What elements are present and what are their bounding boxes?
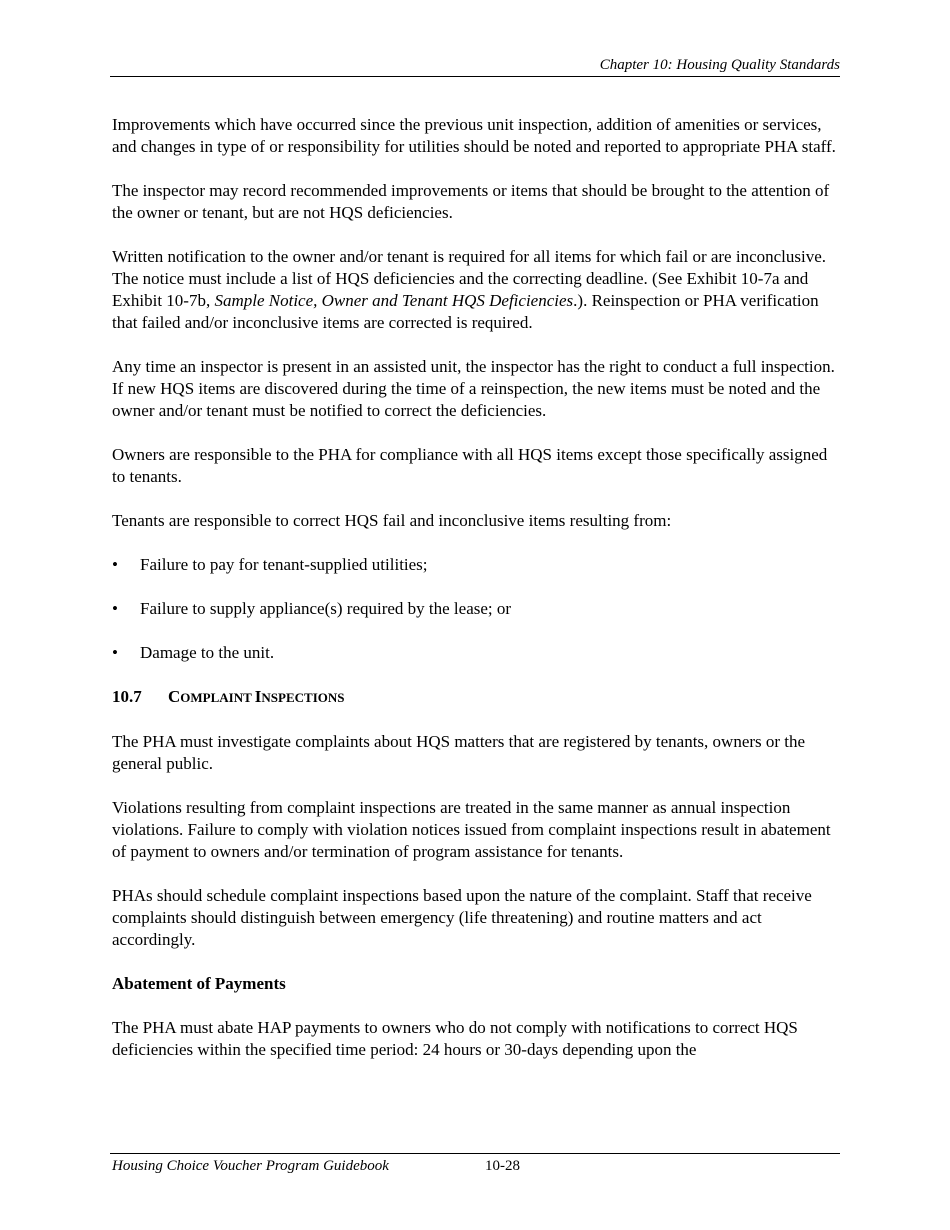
exhibit-title: Sample Notice, Owner and Tenant HQS Deficiencies <box>214 291 574 310</box>
list-item-text: Failure to supply appliance(s) required by the lease; or <box>140 599 512 618</box>
paragraph-schedule-inspections: PHAs should schedule complaint inspections based upon the nature of the complaint. Staff that receive complaints should distinguish between emergency (life threatening) and routine matters and act accordingly. <box>112 886 812 949</box>
paragraph-owner-responsibility: Owners are responsible to the PHA for compliance with all HQS items except those specifically assigned to tenants. <box>112 445 828 486</box>
list-item-text: Damage to the unit. <box>140 643 275 662</box>
page-number: 10-28 <box>485 1158 520 1174</box>
notification-text-start: Written notification to the owner and/or tenant is required for all items for which fail or are inconclusive. The notice must include a list of HQS deficiencies and the correcting deadline. (See Exhibit 10-7a and Exhibit 10-7b, <box>112 247 827 310</box>
bullet-icon: • <box>112 643 118 662</box>
list-item-text: Failure to pay for tenant-supplied utilities; <box>140 555 428 574</box>
paragraph-violations: Violations resulting from complaint inspections are treated in the same manner as annual inspection violations. Failure to comply with violation notices issued from complaint inspections result in abatement of payment to owners and/or termination of program assistance for tenants. <box>112 798 831 861</box>
page-footer <box>110 1153 840 1174</box>
bullet-icon: • <box>112 599 118 618</box>
guidebook-title: Housing Choice Voucher Program Guidebook <box>112 1158 389 1174</box>
notification-text-end: .). Reinspection or PHA verification that failed and/or inconclusive items are corrected is required. <box>112 291 819 332</box>
section-heading <box>112 686 842 709</box>
subheading-abatement: Abatement of Payments <box>112 974 286 993</box>
paragraph-abate-payments: The PHA must abate HAP payments to owners who do not comply with notifications to correct HQS deficiencies within the specified time period: 24 hours or 30-days depending upon the <box>112 1018 798 1059</box>
paragraph-full-inspection: Any time an inspector is present in an assisted unit, the inspector has the right to conduct a full inspection. If new HQS items are discovered during the time of a reinspection, the new items must be noted and the owner and/or tenant must be notified to correct the deficiencies. <box>112 357 835 420</box>
paragraph-tenant-responsibility: Tenants are responsible to correct HQS fail and inconclusive items resulting from: <box>112 511 672 530</box>
list-item <box>112 642 842 664</box>
list-item <box>112 554 842 576</box>
paragraph-written-notification <box>112 246 842 334</box>
paragraph-investigate-complaints: The PHA must investigate complaints about HQS matters that are registered by tenants, owners or the general public. <box>112 732 806 773</box>
bullet-icon: • <box>112 555 118 574</box>
section-number: 10.7 <box>112 687 142 706</box>
page-content <box>112 114 842 1083</box>
page-header <box>110 56 840 77</box>
list-item <box>112 598 842 620</box>
paragraph-recommendations: The inspector may record recommended improvements or items that should be brought to the attention of the owner or tenant, but are not HQS deficiencies. <box>112 181 830 222</box>
chapter-title: Chapter 10: Housing Quality Standards <box>599 57 840 73</box>
paragraph-improvements: Improvements which have occurred since the previous unit inspection, addition of amenities or services, and changes in type of or responsibility for utilities should be noted and reported to appropriate PHA staff. <box>112 115 836 156</box>
section-title: COMPLAINT INSPECTIONS <box>168 687 345 706</box>
